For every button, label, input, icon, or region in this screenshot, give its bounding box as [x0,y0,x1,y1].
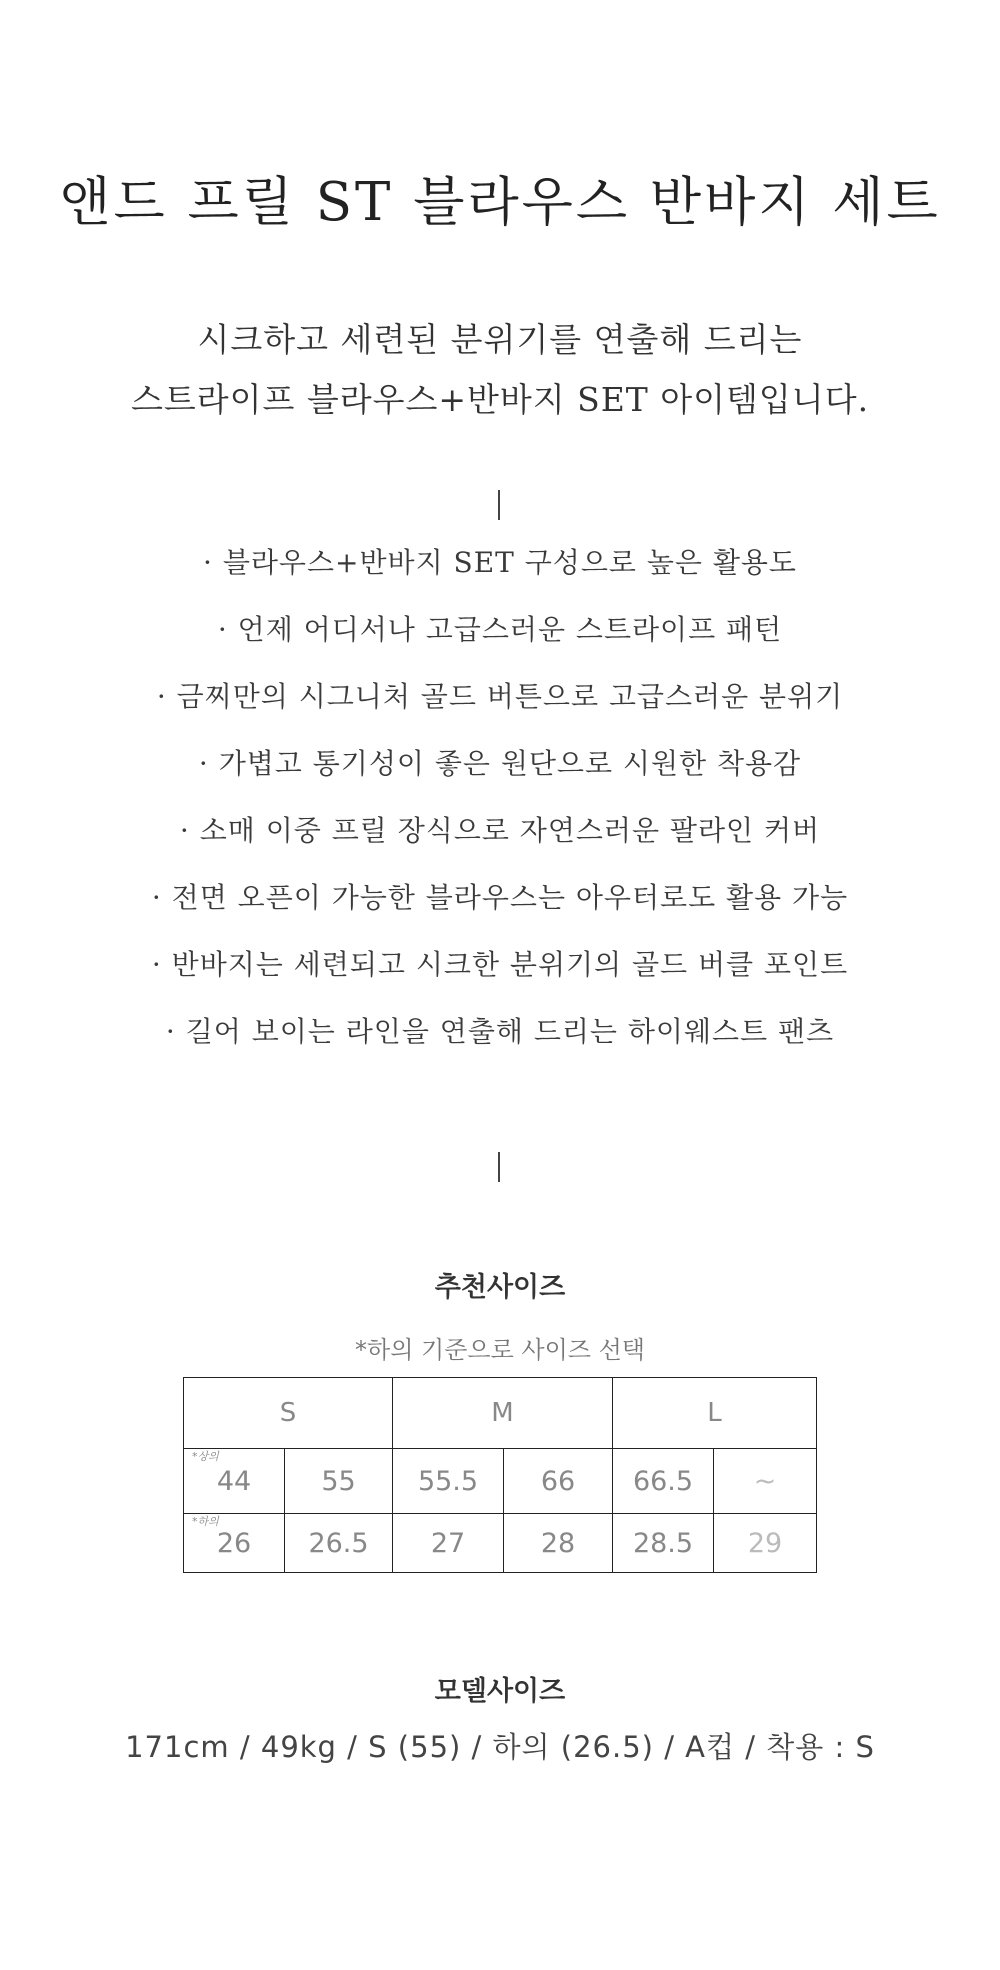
size-note: *하의 기준으로 사이즈 선택 [355,1336,645,1364]
size-header-row [184,1378,817,1449]
table-cell: 66 [504,1449,613,1514]
bottom-row-label: *하의 [192,1515,219,1528]
table-cell: ~ [714,1449,817,1514]
recommended-size-title: 추천사이즈 [434,1272,566,1303]
feature-item: · 반바지는 세련되고 시크한 분위기의 골드 버클 포인트 [151,948,849,981]
feature-item: · 소매 이중 프릴 장식으로 자연스러운 팔라인 커버 [179,814,821,847]
top-size-row [184,1449,817,1514]
size-table [183,1377,817,1573]
feature-item: · 블라우스+반바지 SET 구성으로 높은 활용도 [203,546,797,579]
feature-item: · 가볍고 통기성이 좋은 원단으로 시원한 착용감 [198,747,802,780]
cell-value: 26 [216,1527,252,1559]
table-cell: 28 [504,1514,613,1573]
feature-item: · 길어 보이는 라인을 연출해 드리는 하이웨스트 팬츠 [165,1015,835,1048]
size-header-s: S [184,1378,393,1449]
feature-item: · 전면 오픈이 가능한 블라우스는 아우터로도 활용 가능 [151,881,849,914]
size-header-m: M [393,1378,613,1449]
table-cell: 28.5 [613,1514,714,1573]
feature-item: · 금찌만의 시그니처 골드 버튼으로 고급스러운 분위기 [156,680,844,713]
size-header-l: L [613,1378,817,1449]
table-cell: 26.5 [285,1514,393,1573]
table-cell [184,1449,285,1514]
vertical-divider [498,1152,500,1182]
model-size-info: 171cm / 49kg / S (55) / 하의 (26.5) / A컵 / 착용 : S [125,1730,875,1764]
product-intro [0,310,1000,430]
intro-line: 스트라이프 블라우스+반바지 SET 아이템입니다. [130,380,870,419]
feature-list [0,537,1000,1073]
table-cell [184,1514,285,1573]
vertical-divider [498,490,500,520]
table-cell: 66.5 [613,1449,714,1514]
table-cell: 29 [714,1514,817,1573]
intro-line: 시크하고 세련된 분위기를 연출해 드리는 [197,320,803,359]
model-size-title: 모델사이즈 [434,1676,566,1707]
bottom-size-row [184,1514,817,1573]
cell-value: 44 [216,1465,252,1497]
feature-item: · 언제 어디서나 고급스러운 스트라이프 패턴 [217,613,783,646]
table-cell: 55.5 [393,1449,504,1514]
table-cell: 55 [285,1449,393,1514]
top-row-label: *상의 [192,1450,219,1463]
table-cell: 27 [393,1514,504,1573]
product-title: 앤드 프릴 ST 블라우스 반바지 세트 [59,172,941,233]
